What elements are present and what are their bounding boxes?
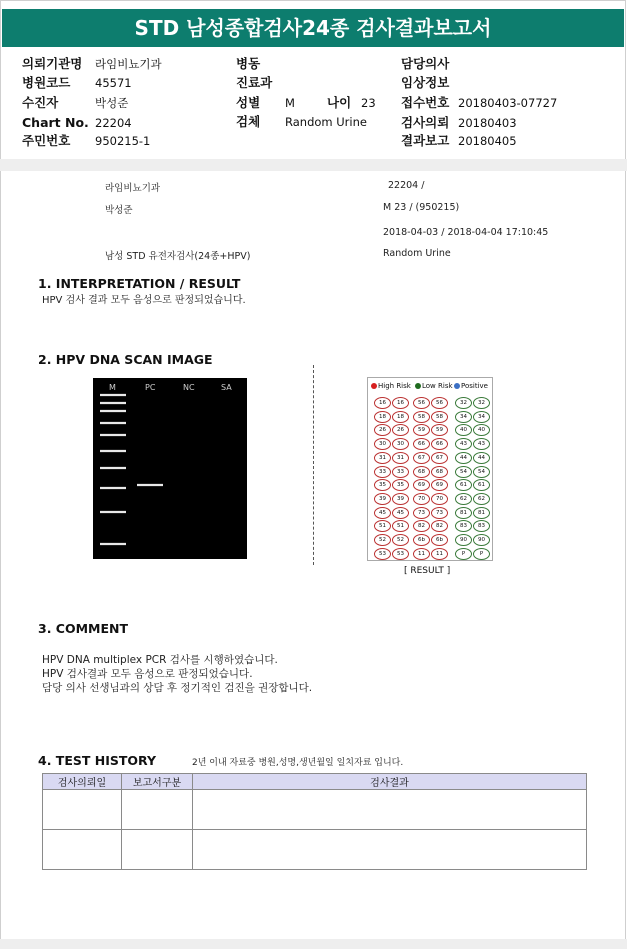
- hpv-type-cell: 45: [392, 507, 409, 519]
- table-row: [43, 830, 587, 870]
- hpv-type-cell: 11: [413, 548, 430, 560]
- hpv-type-cell: 69: [413, 479, 430, 491]
- summary-dates: 2018-04-03 / 2018-04-04 17:10:45: [383, 227, 549, 238]
- history-col-report-type: 보고서구분: [122, 774, 193, 790]
- hpv-type-cell: 33: [392, 466, 409, 478]
- hpv-type-cell: 35: [374, 479, 391, 491]
- hpv-type-cell: 53: [374, 548, 391, 560]
- hdr-label-department: 진료과: [236, 75, 273, 90]
- hpv-type-cell: 58: [413, 411, 430, 423]
- hpv-type-cell: 44: [473, 452, 490, 464]
- hpv-type-cell: 83: [473, 520, 490, 532]
- legend-low-risk: Low Risk: [415, 382, 453, 390]
- section-history-title: 4. TEST HISTORY: [38, 753, 157, 768]
- hpv-type-cell: 70: [413, 493, 430, 505]
- hpv-type-cell: 31: [392, 452, 409, 464]
- hpv-type-cell: 68: [413, 466, 430, 478]
- hdr-value-requester: 라임비뇨기과: [95, 57, 162, 71]
- hpv-type-cell: 30: [392, 438, 409, 450]
- hdr-value-report-date: 20180405: [458, 134, 517, 148]
- hdr-value-age: 23: [361, 96, 376, 110]
- hpv-type-cell: 56: [413, 397, 430, 409]
- comment-line: 담당 의사 선생님과의 상담 후 정기적인 검진을 권장합니다.: [42, 682, 313, 694]
- hpv-type-cell: 11: [431, 548, 448, 560]
- hdr-value-hospital-code: 45571: [95, 76, 132, 90]
- hpv-type-cell: 83: [455, 520, 472, 532]
- hpv-type-cell: 43: [455, 438, 472, 450]
- hdr-value-chart-no: 22204: [95, 116, 132, 130]
- hpv-type-cell: 62: [473, 493, 490, 505]
- hpv-type-cell: 6b: [413, 534, 430, 546]
- hpv-type-cell: 59: [413, 424, 430, 436]
- footer-band: [0, 939, 627, 949]
- hpv-type-cell: 66: [431, 438, 448, 450]
- hpv-type-cell: 90: [473, 534, 490, 546]
- hpv-type-cell: 31: [374, 452, 391, 464]
- hdr-label-request-date: 검사의뢰: [401, 115, 450, 130]
- report-title: STD 남성종합검사24종 검사결과보고서: [2, 9, 624, 47]
- gel-lane-label: PC: [145, 383, 156, 392]
- hdr-label-patient: 수진자: [22, 95, 59, 110]
- hpv-type-cell: 52: [374, 534, 391, 546]
- hdr-label-requester: 의뢰기관명: [22, 56, 83, 71]
- hpv-type-cell: 61: [455, 479, 472, 491]
- hdr-label-specimen: 검체: [236, 114, 261, 129]
- hpv-type-cell: 35: [392, 479, 409, 491]
- hpv-type-cell: 39: [374, 493, 391, 505]
- hpv-type-cell: 62: [455, 493, 472, 505]
- hpv-type-cell: 90: [455, 534, 472, 546]
- hdr-value-sex: M: [285, 96, 295, 110]
- hpv-type-cell: 16: [374, 397, 391, 409]
- legend-positive: Positive: [454, 382, 488, 390]
- hpv-type-cell: 43: [473, 438, 490, 450]
- hpv-type-cell: 70: [431, 493, 448, 505]
- gel-lane-label: SA: [221, 383, 232, 392]
- hpv-type-cell: 16: [392, 397, 409, 409]
- section-interpretation-title: 1. INTERPRETATION / RESULT: [38, 276, 241, 291]
- hpv-type-cell: 73: [431, 507, 448, 519]
- history-note: 2년 이내 자료중 병원,성명,생년월일 일치자료 입니다.: [192, 758, 404, 768]
- hpv-type-cell: 39: [392, 493, 409, 505]
- hpv-type-cell: 18: [374, 411, 391, 423]
- hpv-type-cell: 33: [374, 466, 391, 478]
- section-scan-title: 2. HPV DNA SCAN IMAGE: [38, 352, 213, 367]
- hpv-type-cell: 45: [374, 507, 391, 519]
- gel-bands: [93, 378, 247, 559]
- interpretation-text: HPV 검사 결과 모두 음성으로 판정되었습니다.: [42, 295, 246, 306]
- hdr-value-resident-no: 950215-1: [95, 134, 151, 148]
- hpv-type-cell: 67: [413, 452, 430, 464]
- hdr-value-patient: 박성준: [95, 96, 129, 110]
- history-table: [42, 773, 587, 870]
- hpv-type-cell: 69: [431, 479, 448, 491]
- hpv-type-cell: 54: [473, 466, 490, 478]
- hpv-type-cell: 51: [374, 520, 391, 532]
- summary-sex-age: M 23 / (950215): [383, 202, 460, 213]
- hpv-type-cell: 81: [473, 507, 490, 519]
- hdr-label-resident-no: 주민번호: [22, 133, 71, 148]
- hpv-type-cell: 18: [392, 411, 409, 423]
- hpv-type-cell: 53: [392, 548, 409, 560]
- gel-lane-label: M: [109, 383, 116, 392]
- hdr-label-clinical-info: 임상정보: [401, 75, 450, 90]
- hpv-type-cell: 58: [431, 411, 448, 423]
- gel-electrophoresis-image: [93, 378, 247, 559]
- hpv-type-cell: 81: [455, 507, 472, 519]
- hpv-type-cell: 82: [431, 520, 448, 532]
- hpv-type-cell: P: [455, 548, 472, 560]
- hpv-result-panel: [367, 377, 493, 561]
- hdr-value-request-date: 20180403: [458, 116, 517, 130]
- hdr-label-doctor: 담당의사: [401, 56, 450, 71]
- summary-patient: 박성준: [105, 205, 133, 216]
- hdr-value-specimen: Random Urine: [285, 115, 367, 129]
- history-col-request-date: 검사의뢰일: [43, 774, 122, 790]
- hdr-label-report-date: 결과보고: [401, 133, 450, 148]
- hpv-type-cell: 67: [431, 452, 448, 464]
- hpv-type-cell: 54: [455, 466, 472, 478]
- hpv-type-cell: 40: [455, 424, 472, 436]
- hpv-type-cell: 44: [455, 452, 472, 464]
- comment-line: HPV DNA multiplex PCR 검사를 시행하였습니다.: [42, 654, 278, 666]
- summary-specimen: Random Urine: [383, 248, 451, 259]
- result-caption: [ RESULT ]: [404, 566, 451, 576]
- hpv-type-cell: 51: [392, 520, 409, 532]
- gel-lane-label: NC: [183, 383, 195, 392]
- section-divider-dashed: [313, 365, 314, 565]
- hdr-label-accession-no: 접수번호: [401, 95, 450, 110]
- hpv-type-cell: P: [473, 548, 490, 560]
- hpv-type-cell: 66: [413, 438, 430, 450]
- hpv-type-cell: 61: [473, 479, 490, 491]
- table-row: [43, 790, 587, 830]
- header-divider-band: [0, 159, 627, 171]
- history-col-result: 검사결과: [193, 774, 587, 790]
- hdr-label-chart-no: Chart No.: [22, 115, 89, 130]
- hpv-type-cell: 56: [431, 397, 448, 409]
- hpv-type-cell: 26: [374, 424, 391, 436]
- hdr-label-age: 나이: [327, 95, 352, 110]
- hpv-type-cell: 52: [392, 534, 409, 546]
- summary-chart: 22204 /: [388, 180, 425, 191]
- summary-test-name: 남성 STD 유전자검사(24종+HPV): [105, 251, 251, 262]
- hpv-type-cell: 34: [473, 411, 490, 423]
- hdr-label-sex: 성별: [236, 95, 261, 110]
- green-dot-icon: [415, 383, 421, 389]
- hpv-type-cell: 30: [374, 438, 391, 450]
- legend-high-risk: High Risk: [371, 382, 411, 390]
- hpv-type-cell: 59: [431, 424, 448, 436]
- hpv-type-cell: 26: [392, 424, 409, 436]
- hdr-value-accession-no: 20180403-07727: [458, 96, 558, 110]
- hpv-type-cell: 73: [413, 507, 430, 519]
- hdr-label-hospital-code: 병원코드: [22, 75, 71, 90]
- comment-line: HPV 검사결과 모두 음성으로 판정되었습니다.: [42, 668, 253, 680]
- hpv-type-cell: 68: [431, 466, 448, 478]
- summary-clinic: 라임비뇨기과: [105, 183, 161, 194]
- hpv-type-cell: 82: [413, 520, 430, 532]
- section-comment-title: 3. COMMENT: [38, 621, 129, 636]
- history-header-row: [43, 774, 587, 790]
- hpv-type-cell: 6b: [431, 534, 448, 546]
- hpv-type-cell: 40: [473, 424, 490, 436]
- hpv-type-cell: 32: [473, 397, 490, 409]
- blue-dot-icon: [454, 383, 460, 389]
- hdr-label-ward: 병동: [236, 56, 261, 71]
- hpv-type-cell: 32: [455, 397, 472, 409]
- hpv-type-cell: 34: [455, 411, 472, 423]
- red-dot-icon: [371, 383, 377, 389]
